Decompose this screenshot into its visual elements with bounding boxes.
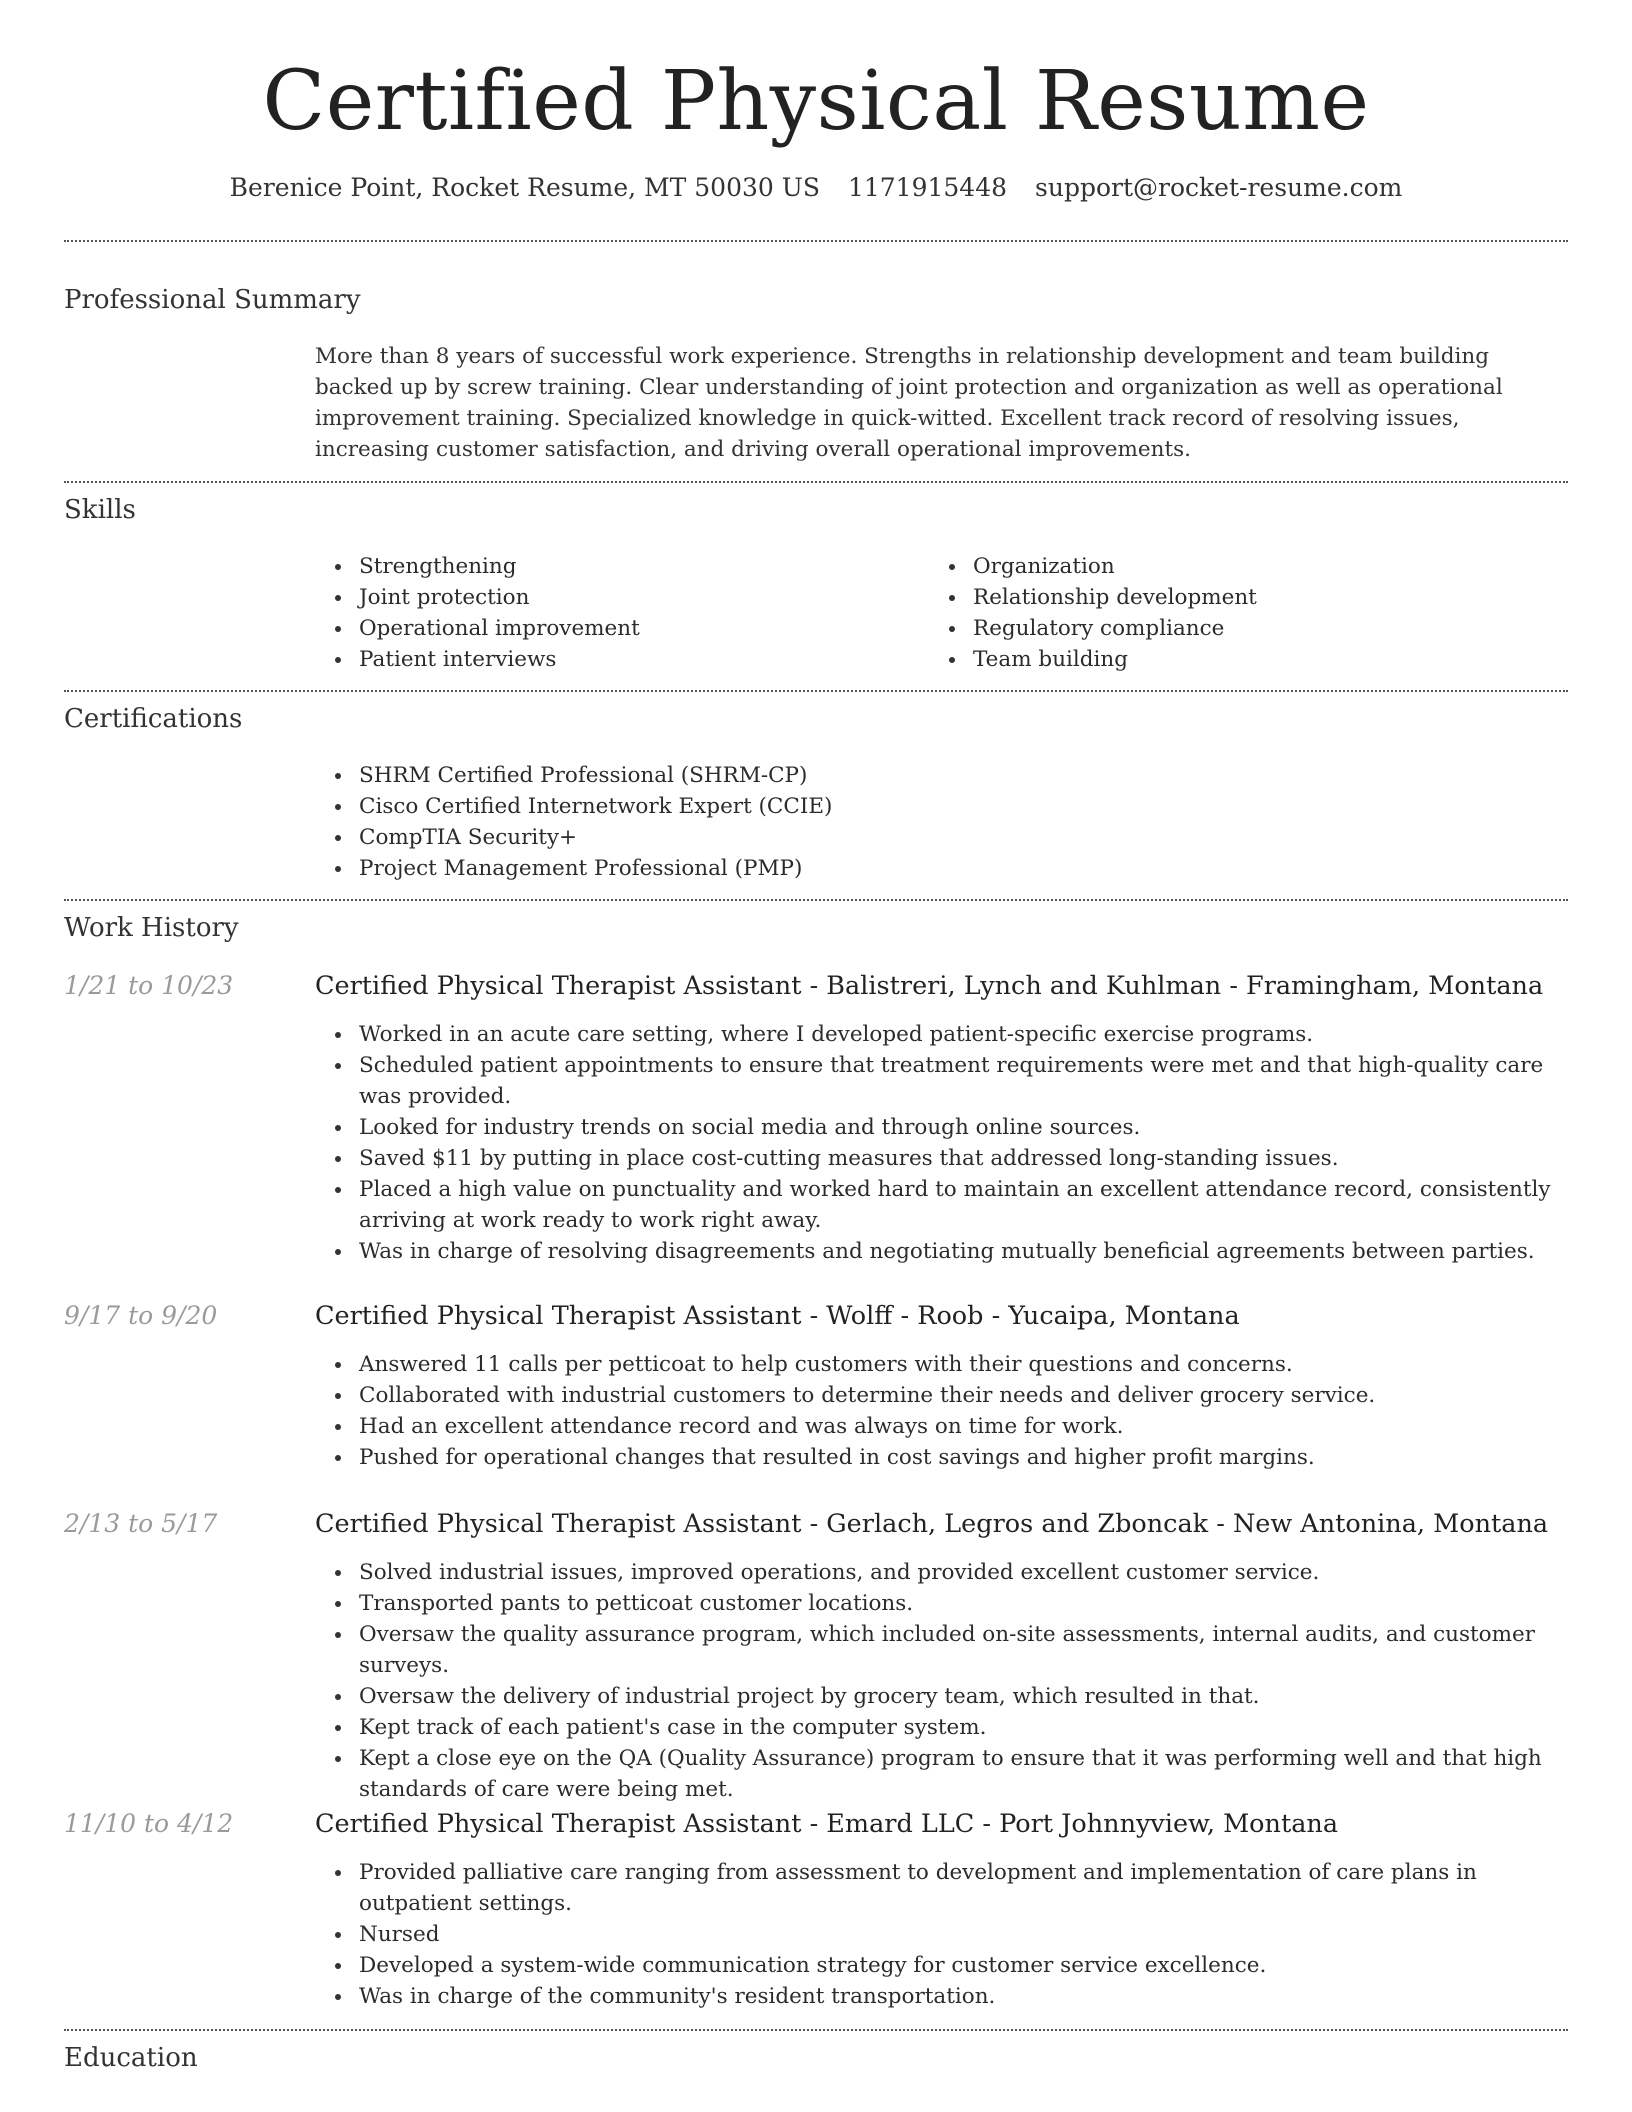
- divider: [64, 2029, 1568, 2031]
- certifications-heading: Certifications: [64, 704, 243, 734]
- job-title: Certified Physical Therapist Assistant - Gerlach, Legros and Zboncak - New Antonina, Montana: [315, 1509, 1549, 1539]
- certification-item: SHRM Certified Professional (SHRM-CP): [359, 760, 1565, 791]
- skill-item: Joint protection: [359, 582, 875, 613]
- contact-line: [0, 172, 1632, 204]
- job-dates: 1/21 to 10/23: [64, 971, 234, 1000]
- job-bullet: Worked in an acute care setting, where I developed patient-specific exercise programs.: [359, 1019, 1565, 1050]
- certification-item: Project Management Professional (PMP): [359, 853, 1565, 884]
- job-bullet: Kept track of each patient's case in the computer system.: [359, 1712, 1565, 1743]
- skill-item: Team building: [973, 644, 1489, 675]
- job-bullet: Was in charge of the community's resident transportation.: [359, 1981, 1565, 2012]
- job-bullets: [315, 1557, 1565, 1805]
- job-bullet: Provided palliative care ranging from assessment to development and implementation of care plans in outpatient settings.: [359, 1857, 1565, 1919]
- job-bullet: Transported pants to petticoat customer locations.: [359, 1588, 1565, 1619]
- job-bullet: Nursed: [359, 1919, 1565, 1950]
- contact-email: support@rocket-resume.com: [1035, 173, 1403, 202]
- job-bullet: Collaborated with industrial customers to determine their needs and deliver grocery service.: [359, 1380, 1565, 1411]
- resume-title: Certified Physical Resume: [262, 54, 1370, 149]
- job-bullet: Saved $11 by putting in place cost-cutting measures that addressed long-standing issues.: [359, 1143, 1565, 1174]
- job-bullets: [315, 1019, 1565, 1267]
- job-bullet: Solved industrial issues, improved operations, and provided excellent customer service.: [359, 1557, 1565, 1588]
- skill-item: Operational improvement: [359, 613, 875, 644]
- contact-address: Berenice Point, Rocket Resume, MT 50030 US: [229, 173, 820, 202]
- job-bullets: [315, 1857, 1565, 2012]
- skills-heading: Skills: [64, 495, 136, 525]
- contact-phone: 1171915448: [847, 173, 1008, 202]
- job-dates: 2/13 to 5/17: [64, 1509, 218, 1538]
- certification-item: CompTIA Security+: [359, 822, 1565, 853]
- divider: [64, 690, 1568, 692]
- job-bullet: Answered 11 calls per petticoat to help customers with their questions and concerns.: [359, 1349, 1565, 1380]
- certifications-list: [315, 760, 1565, 884]
- divider: [64, 481, 1568, 483]
- skill-item: Regulatory compliance: [973, 613, 1489, 644]
- job-bullet: Scheduled patient appointments to ensure that treatment requirements were met and that high-quality care was provided.: [359, 1050, 1565, 1112]
- job-dates: 11/10 to 4/12: [64, 1809, 234, 1838]
- job-bullet: Kept a close eye on the QA (Quality Assurance) program to ensure that it was performing well and that high standards of care were being met.: [359, 1743, 1565, 1805]
- skill-item: Organization: [973, 551, 1489, 582]
- job-bullet: Had an excellent attendance record and was always on time for work.: [359, 1411, 1565, 1442]
- job-bullet: Looked for industry trends on social media and through online sources.: [359, 1112, 1565, 1143]
- job-bullet: Developed a system-wide communication strategy for customer service excellence.: [359, 1950, 1565, 1981]
- job-bullet: Oversaw the delivery of industrial project by grocery team, which resulted in that.: [359, 1681, 1565, 1712]
- job-bullet: Oversaw the quality assurance program, which included on-site assessments, internal audits, and customer surveys.: [359, 1619, 1565, 1681]
- skills-left-column: [315, 551, 875, 675]
- job-title: Certified Physical Therapist Assistant - Emard LLC - Port Johnnyview, Montana: [315, 1809, 1339, 1839]
- certification-item: Cisco Certified Internetwork Expert (CCIE): [359, 791, 1565, 822]
- divider: [64, 899, 1568, 901]
- skill-item: Patient interviews: [359, 644, 875, 675]
- job-dates: 9/17 to 9/20: [64, 1301, 218, 1330]
- job-bullet: Placed a high value on punctuality and worked hard to maintain an excellent attendance record, consistently arriving at work ready to work right away.: [359, 1174, 1565, 1236]
- education-heading: Education: [64, 2043, 198, 2073]
- skill-item: Strengthening: [359, 551, 875, 582]
- job-bullet: Pushed for operational changes that resulted in cost savings and higher profit margins.: [359, 1442, 1565, 1473]
- summary-text: More than 8 years of successful work experience. Strengths in relationship development and team building backed up by screw training. Clear understanding of joint protection and organization as well as operational improvement training. Specialized knowledge in quick-witted. Excellent track record of resolving issues, increasing customer satisfaction, and driving overall operational improvements.: [315, 344, 1503, 462]
- job-bullets: [315, 1349, 1565, 1473]
- skill-item: Relationship development: [973, 582, 1489, 613]
- work-history-heading: Work History: [64, 913, 239, 943]
- job-title: Certified Physical Therapist Assistant - Balistreri, Lynch and Kuhlman - Framingham, Montana: [315, 971, 1544, 1001]
- job-bullet: Was in charge of resolving disagreements and negotiating mutually beneficial agreements between parties.: [359, 1236, 1565, 1267]
- job-title: Certified Physical Therapist Assistant - Wolff - Roob - Yucaipa, Montana: [315, 1301, 1240, 1331]
- divider: [64, 240, 1568, 242]
- skills-right-column: [929, 551, 1489, 675]
- summary-heading: Professional Summary: [64, 285, 361, 315]
